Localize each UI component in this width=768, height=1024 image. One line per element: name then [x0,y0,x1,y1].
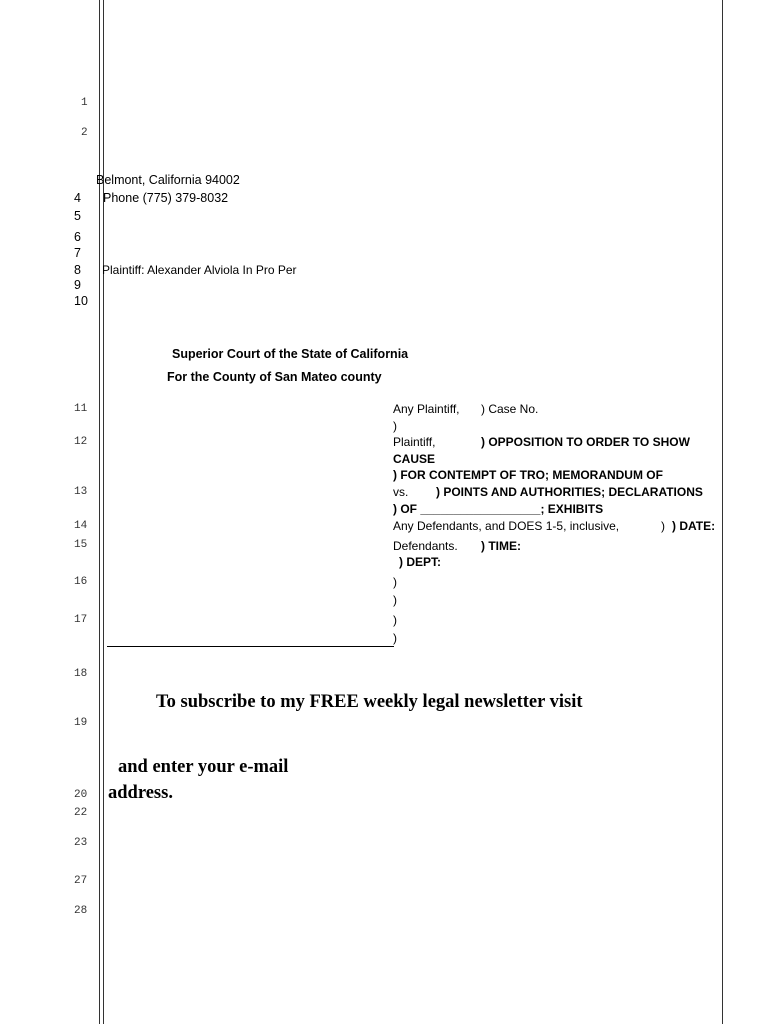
line-number: 28 [74,905,88,917]
address-city: Belmont, California 94002 [96,173,240,187]
court-name: Superior Court of the State of California [172,347,409,361]
newsletter-line: To subscribe to my FREE weekly legal newsletter visit [156,692,583,712]
caption-document-title: ) FOR CONTEMPT OF TRO; MEMORANDUM OF [393,468,663,482]
caption-paren: ) [393,631,397,645]
caption-plaintiff-role: Plaintiff, [393,435,436,449]
caption-document-title: ) POINTS AND AUTHORITIES; DECLARATIONS [436,485,703,499]
line-number: 19 [74,717,88,729]
caption-hearing-time: ) TIME: [481,539,521,553]
line-number: 2 [81,127,88,139]
line-number: 27 [74,875,88,887]
line-number: 20 [74,789,88,801]
caption-document-title: ) OF __________________; EXHIBITS [393,502,604,516]
plaintiff-name: Plaintiff: Alexander Alviola In Pro Per [102,263,297,277]
caption-plaintiff-party: Any Plaintiff, [393,402,460,416]
court-county: For the County of San Mateo county [167,370,382,384]
line-number: 13 [74,486,88,498]
line-number: 7 [74,246,81,260]
caption-document-title: ) OPPOSITION TO ORDER TO SHOW [481,435,690,449]
caption-paren: ) [393,593,397,607]
line-number: 15 [74,539,88,551]
line-number: 14 [74,520,88,532]
caption-paren: ) [393,575,397,589]
caption-versus: vs. [393,485,409,499]
caption-hearing-dept: ) DEPT: [399,555,441,569]
right-margin-rule [722,0,723,1024]
line-number: 17 [74,614,88,626]
caption-defendants-party: Any Defendants, and DOES 1-5, inclusive, [393,519,620,533]
line-number: 18 [74,668,88,680]
caption-defendants-role: Defendants. [393,539,458,553]
line-number: 9 [74,278,81,292]
line-number: 11 [74,403,88,415]
caption-underline [107,646,394,647]
left-margin-rule-inner [103,0,104,1024]
line-number: 5 [74,209,81,223]
caption-document-title: CAUSE [393,452,436,466]
phone-number: Phone (775) 379-8032 [103,191,229,205]
caption-paren: ) [393,419,397,433]
left-margin-rule-outer [99,0,100,1024]
line-number: 10 [74,294,88,308]
caption-hearing-date: ) DATE: [672,519,716,533]
caption-paren: ) [661,519,665,533]
caption-paren: ) [393,613,397,627]
line-number: 6 [74,230,81,244]
line-number: 12 [74,436,88,448]
line-number: 1 [81,97,88,109]
newsletter-line: and enter your e-mail [118,757,289,777]
line-number: 16 [74,576,88,588]
line-number: 23 [74,837,88,849]
caption-case-number: ) Case No. [481,402,539,416]
line-number: 4 [74,191,81,205]
newsletter-line: address. [108,783,173,803]
line-number: 22 [74,807,88,819]
line-number: 8 [74,263,81,277]
